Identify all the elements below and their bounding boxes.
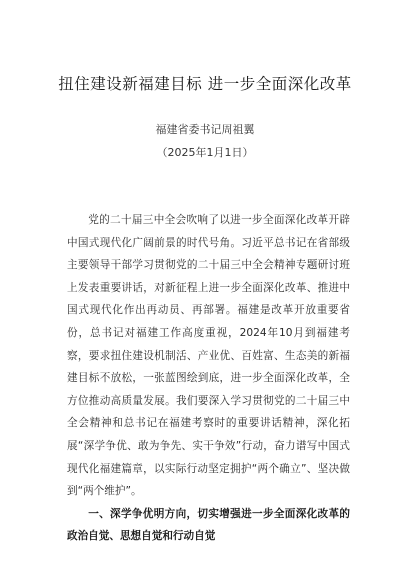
document-author: 福建省委书记周祖翼	[155, 123, 255, 136]
document-title: 扭住建设新福建目标 进一步全面深化改革	[58, 75, 352, 93]
document-body	[67, 209, 350, 548]
section-heading: 一、深学争优明方向，切实增强进一步全面深化改革的政治自觉、思想自觉和行动自觉	[67, 507, 350, 543]
body-paragraph: 党的二十届三中全会吹响了以进一步全面深化改革开辟中国式现代化广阔前景的时代号角。习近平总书记在省部级主要领导干部学习贯彻党的二十届三中全会精神专题研讨班上发表重要讲话，对新征程上进一步全面深化改革、推进中国式现代化作出再动员、再部署。福建是改革开放重要省份，总书记对福建工作高度重视，2024年10月到福建考察，要求扭住建设机制活、产业优、百姓富、生态美的新福建目标不放松，一张蓝图绘到底，进一步全面深化改革，全方位推动高质量发展。我们要深入学习贯彻党的二十届三中全会精神和总书记在福建考察时的重要讲话精神，深化拓展“深学争优、敢为争先、实干争效”行动，奋力谱写中国式现代化福建篇章，以实际行动坚定拥护“两个确立”、坚决做到“两个维护”。	[67, 214, 350, 498]
document-date: （2025年1月1日）	[156, 146, 254, 159]
